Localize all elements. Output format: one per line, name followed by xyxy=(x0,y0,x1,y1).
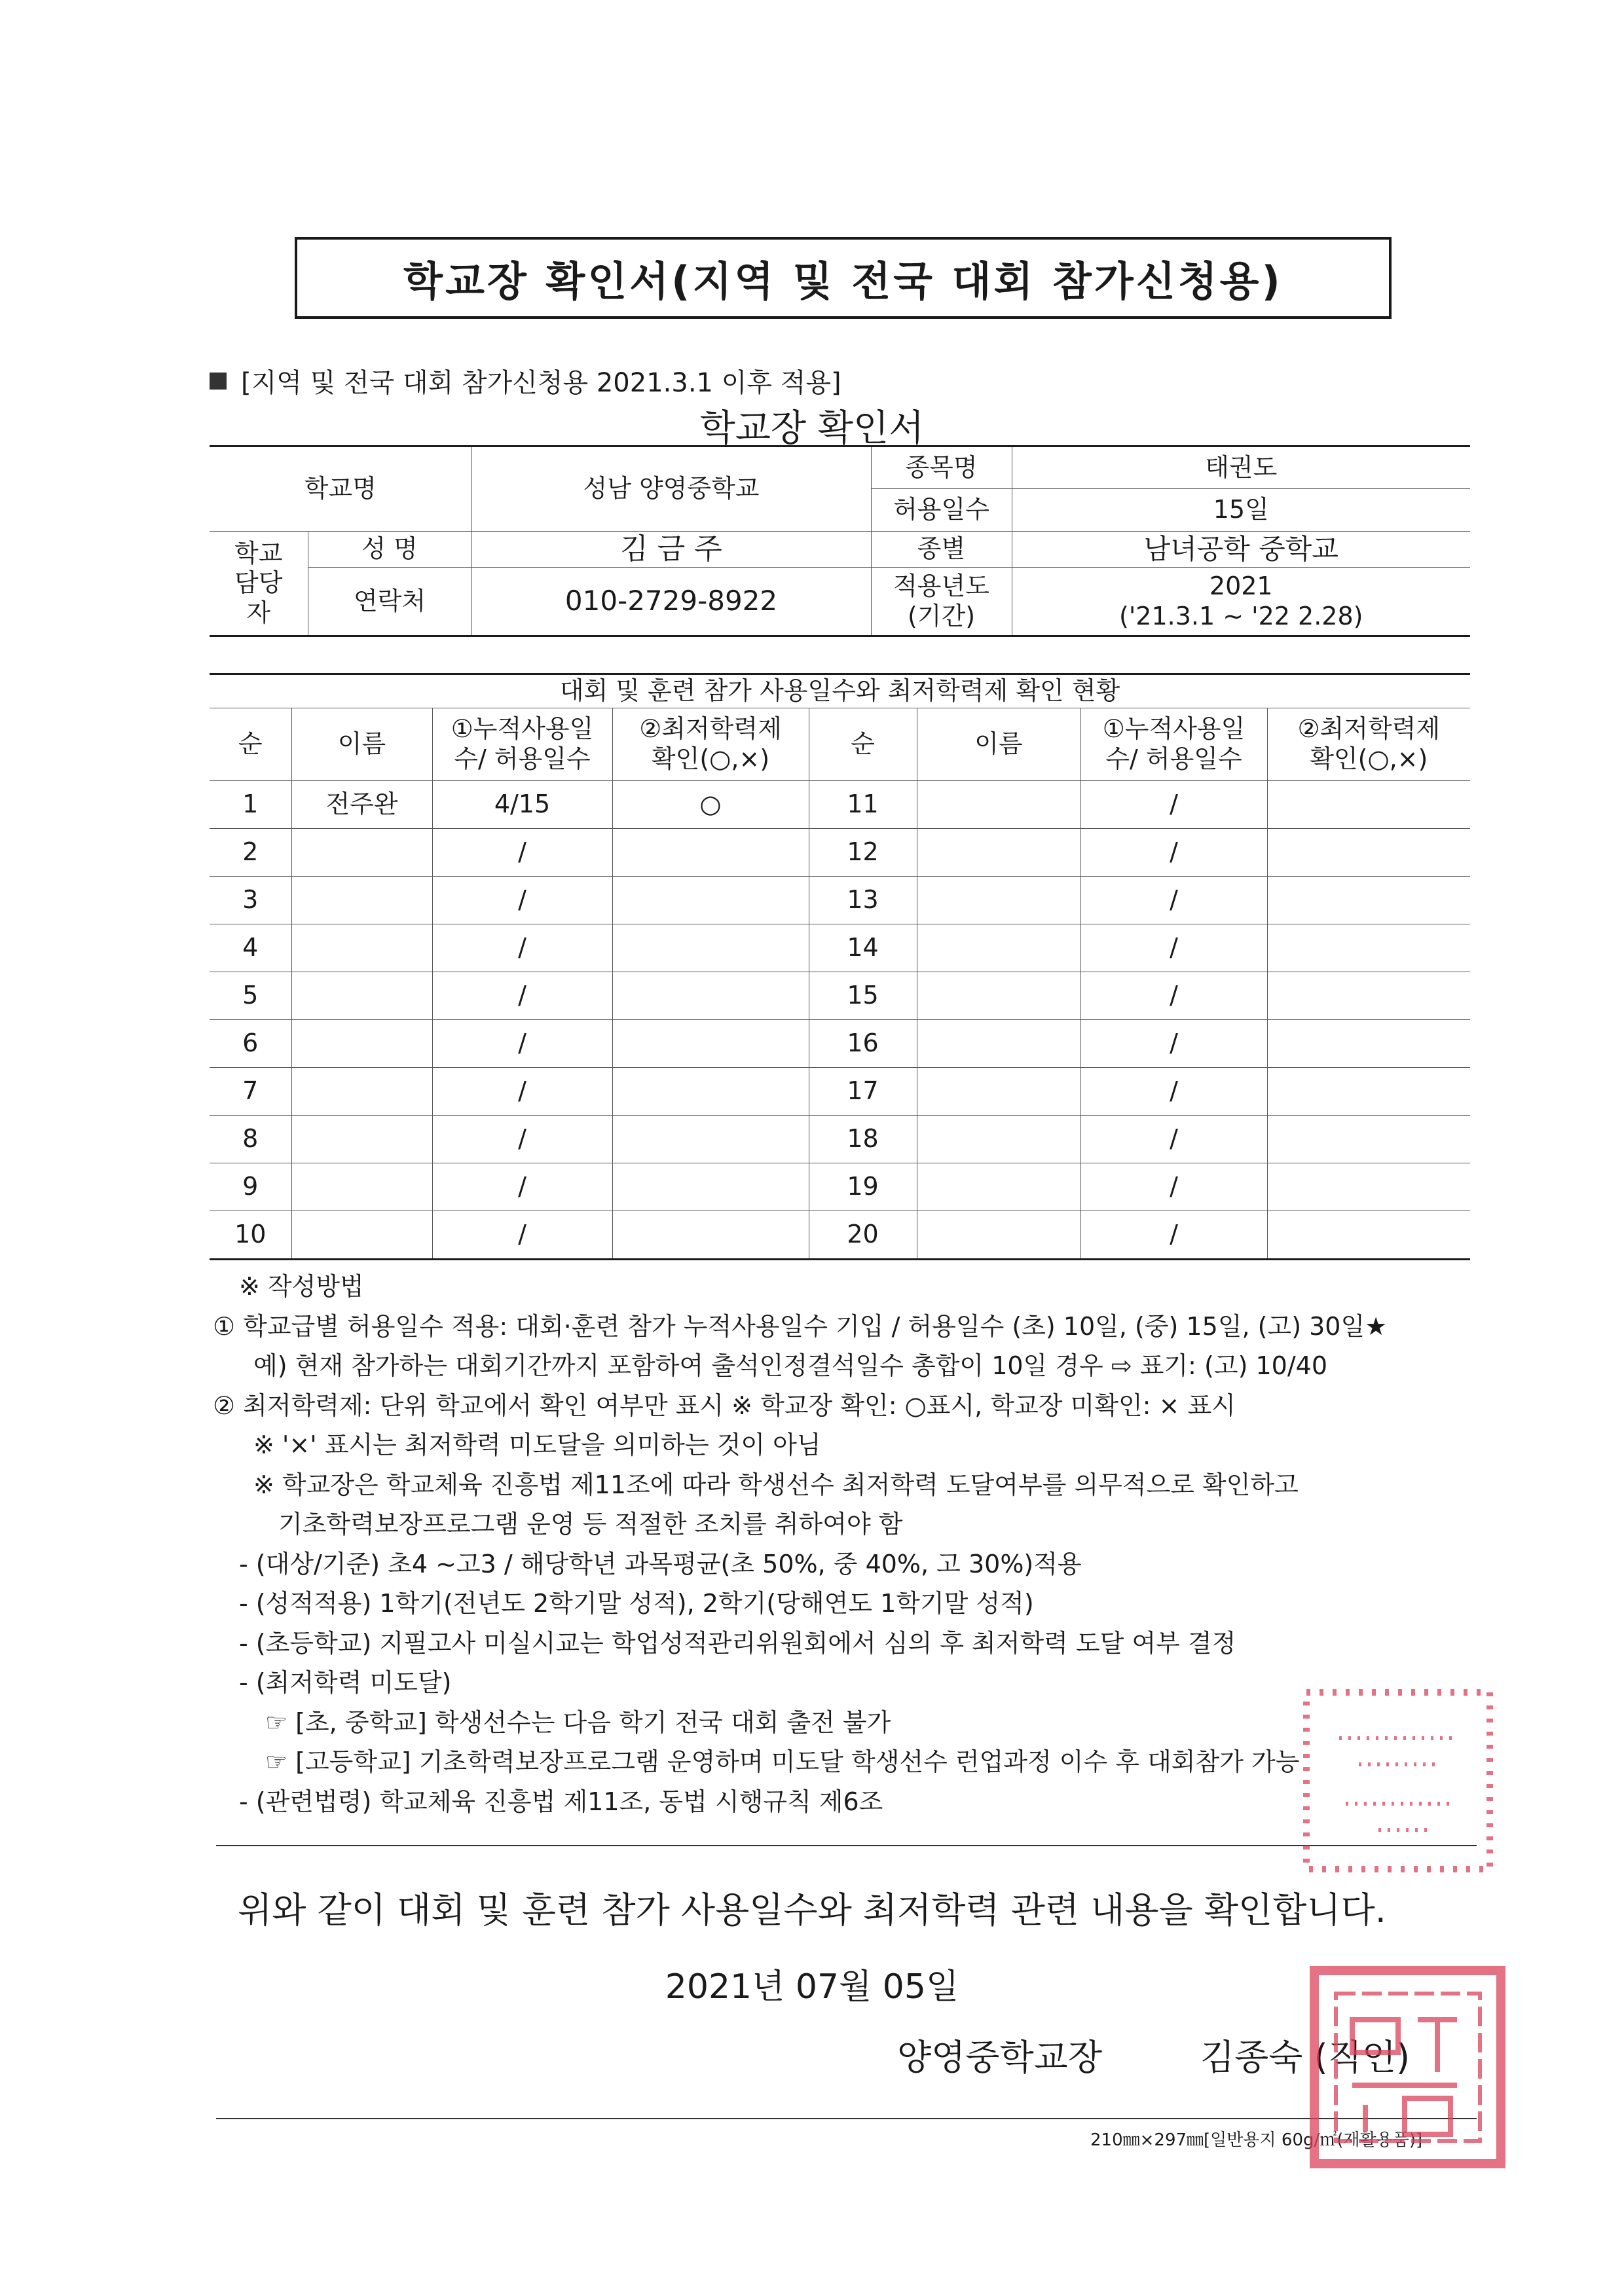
cell-days2: / xyxy=(1080,877,1267,924)
instruction-line: ※ 작성방법 xyxy=(239,1272,364,1301)
cell-check xyxy=(612,972,809,1020)
divider-line xyxy=(216,1845,1477,1846)
cell-name2 xyxy=(917,829,1080,877)
cell-days2: / xyxy=(1080,781,1267,829)
col-header-no-2: 순 xyxy=(809,708,917,781)
instruction-line: ☞ [초, 중학교] 학생선수는 다음 학기 전국 대회 출전 불가 xyxy=(265,1707,891,1737)
year-cell xyxy=(1012,568,1470,636)
cell-no: 3 xyxy=(210,877,291,924)
category-label: 종별 xyxy=(871,532,1012,568)
cell-check: ○ xyxy=(612,781,809,829)
instruction-line: - (대상/기준) 초4 ~고3 / 해당학년 과목평균(초 50%, 중 40%, 고 30%)적용 xyxy=(239,1549,1082,1578)
cell-no2: 18 xyxy=(809,1116,917,1163)
table-row xyxy=(210,1211,1470,1260)
cell-name2 xyxy=(917,1068,1080,1116)
cell-name xyxy=(291,1068,432,1116)
instruction-line: - (초등학교) 지필고사 미실시교는 학업성적관리위원회에서 심의 후 최저학력 도달 여부 결정 xyxy=(239,1628,1236,1658)
document-title: 학교장 확인서(지역 및 전국 대회 참가신청용) xyxy=(295,237,1392,319)
cell-name2 xyxy=(917,1116,1080,1163)
table-row xyxy=(210,829,1470,877)
year-label: 적용년도 (기간) xyxy=(871,568,1012,636)
cell-check2 xyxy=(1267,1020,1470,1068)
school-label: 학교명 xyxy=(210,446,471,532)
school-value: 성남 양영중학교 xyxy=(471,446,871,532)
cell-no: 5 xyxy=(210,972,291,1020)
section-note xyxy=(210,362,841,399)
cell-days: / xyxy=(432,877,612,924)
paper-spec: 210㎜×297㎜[일반용지 60g/㎡(재활용품)] xyxy=(1090,2130,1423,2150)
cell-check xyxy=(612,1068,809,1116)
allowed-days-label: 허용일수 xyxy=(871,489,1012,532)
participation-table xyxy=(210,673,1470,1260)
cell-check xyxy=(612,1116,809,1163)
cell-name xyxy=(291,1116,432,1163)
table-row xyxy=(210,877,1470,924)
cell-no2: 13 xyxy=(809,877,917,924)
school-info-table xyxy=(210,445,1470,637)
table-heading: 대회 및 훈련 참가 사용일수와 최저학력제 확인 현황 xyxy=(210,674,1470,708)
cell-name xyxy=(291,1020,432,1068)
cell-no: 10 xyxy=(210,1211,291,1260)
cell-check2 xyxy=(1267,924,1470,972)
cell-days: / xyxy=(432,972,612,1020)
cell-days: / xyxy=(432,1116,612,1163)
cell-check2 xyxy=(1267,781,1470,829)
cell-no: 8 xyxy=(210,1116,291,1163)
cell-name xyxy=(291,972,432,1020)
instruction-line: - (최저학력 미도달) xyxy=(239,1668,452,1697)
cell-no: 7 xyxy=(210,1068,291,1116)
cell-check2 xyxy=(1267,1211,1470,1260)
cell-no2: 20 xyxy=(809,1211,917,1260)
sub-title: 학교장 확인서 xyxy=(699,407,925,450)
cell-no2: 15 xyxy=(809,972,917,1020)
instruction-line: - (성적적용) 1학기(전년도 2학기말 성적), 2학기(당해연도 1학기말 성적) xyxy=(239,1589,1034,1618)
cell-days: / xyxy=(432,1020,612,1068)
cell-no: 6 xyxy=(210,1020,291,1068)
contact-label: 연락처 xyxy=(308,568,471,636)
sport-label: 종목명 xyxy=(871,446,1012,489)
name-label: 성 명 xyxy=(308,532,471,568)
cell-name2 xyxy=(917,1211,1080,1260)
cell-no2: 16 xyxy=(809,1020,917,1068)
allowed-days-value: 15일 xyxy=(1012,489,1470,532)
col-header-check-2: ②최저학력제 확인(○,×) xyxy=(1267,708,1470,781)
cell-check2 xyxy=(1267,1116,1470,1163)
col-header-no: 순 xyxy=(210,708,291,781)
cell-check xyxy=(612,924,809,972)
cell-days: / xyxy=(432,829,612,877)
cell-no2: 17 xyxy=(809,1068,917,1116)
col-header-days-2: ①누적사용일수/ 허용일수 xyxy=(1080,708,1267,781)
cell-check2 xyxy=(1267,829,1470,877)
seal-stamp-icon xyxy=(1300,1679,1509,2177)
cell-days2: / xyxy=(1080,829,1267,877)
instruction-line: ☞ [고등학교] 기초학력보장프로그램 운영하며 미도달 학생선수 런업과정 이수 후 대회참가 가능 xyxy=(265,1747,1300,1776)
cell-no2: 14 xyxy=(809,924,917,972)
instruction-line: ※ '×' 표시는 최저학력 미도달을 의미하는 것이 아님 xyxy=(253,1430,821,1459)
cell-no: 1 xyxy=(210,781,291,829)
cell-name xyxy=(291,1163,432,1211)
table-row xyxy=(210,1068,1470,1116)
contact-value: 010-2729-8922 xyxy=(471,568,871,636)
col-header-name: 이름 xyxy=(291,708,432,781)
square-bullet-icon xyxy=(210,373,227,390)
sport-value: 태권도 xyxy=(1012,446,1470,489)
writing-instructions xyxy=(213,1267,1483,1821)
cell-check xyxy=(612,1163,809,1211)
cell-days: / xyxy=(432,924,612,972)
table-row xyxy=(210,924,1470,972)
cell-name2 xyxy=(917,877,1080,924)
cell-days2: / xyxy=(1080,1211,1267,1260)
cell-name2 xyxy=(917,972,1080,1020)
cell-days2: / xyxy=(1080,924,1267,972)
cell-days: / xyxy=(432,1211,612,1260)
instruction-line: ※ 학교장은 학교체육 진흥법 제11조에 따라 학생선수 최저학력 도달여부를 의무적으로 확인하고 xyxy=(253,1470,1299,1499)
cell-check2 xyxy=(1267,877,1470,924)
cell-days: / xyxy=(432,1163,612,1211)
cell-days2: / xyxy=(1080,1068,1267,1116)
signer-title: 양영중학교장 xyxy=(897,2037,1102,2078)
cell-no: 2 xyxy=(210,829,291,877)
table-row xyxy=(210,1020,1470,1068)
signer-name: 김종숙 (직인) xyxy=(1200,2037,1411,2078)
cell-name xyxy=(291,924,432,972)
table-row xyxy=(210,781,1470,829)
table-row xyxy=(210,972,1470,1020)
instruction-line: 기초학력보장프로그램 운영 등 적절한 조치를 취하여야 함 xyxy=(278,1510,903,1539)
col-header-days: ①누적사용일수/ 허용일수 xyxy=(432,708,612,781)
cell-check xyxy=(612,829,809,877)
cell-name xyxy=(291,1211,432,1260)
cell-name2 xyxy=(917,924,1080,972)
instruction-line: ① 학교급별 허용일수 적용: 대회·훈련 참가 누적사용일수 기입 / 허용일수 (초) 10일, (중) 15일, (고) 30일★ xyxy=(213,1311,1388,1341)
table-row xyxy=(210,1163,1470,1211)
cell-check xyxy=(612,1020,809,1068)
cell-days: / xyxy=(432,1068,612,1116)
school-seal-stamp xyxy=(1300,1679,1509,2177)
cell-no2: 12 xyxy=(809,829,917,877)
year-value: 2021 xyxy=(1209,571,1273,600)
cell-name2 xyxy=(917,781,1080,829)
table-row xyxy=(210,1116,1470,1163)
cell-name xyxy=(291,829,432,877)
cell-check xyxy=(612,877,809,924)
cell-days2: / xyxy=(1080,1116,1267,1163)
cell-no2: 11 xyxy=(809,781,917,829)
cell-check2 xyxy=(1267,1068,1470,1116)
cell-name: 전주완 xyxy=(291,781,432,829)
cell-check xyxy=(612,1211,809,1260)
cell-name2 xyxy=(917,1020,1080,1068)
cell-days: 4/15 xyxy=(432,781,612,829)
cell-days2: / xyxy=(1080,1020,1267,1068)
section-note-text: [지역 및 전국 대회 참가신청용 2021.3.1 이후 적용] xyxy=(241,368,841,398)
cell-days2: / xyxy=(1080,972,1267,1020)
period-value: ('21.3.1 ~ '22 2.28) xyxy=(1119,601,1363,630)
col-header-check: ②최저학력제 확인(○,×) xyxy=(612,708,809,781)
cell-no2: 19 xyxy=(809,1163,917,1211)
instruction-line: 예) 현재 참가하는 대회기간까지 포함하여 출석인정결석일수 총합이 10일 경우 ⇨ 표기: (고) 10/40 xyxy=(253,1351,1328,1380)
cell-name xyxy=(291,877,432,924)
divider-line-bottom xyxy=(216,2118,1477,2119)
cell-no: 9 xyxy=(210,1163,291,1211)
manager-label: 학교 담당자 xyxy=(210,532,308,636)
cell-check2 xyxy=(1267,972,1470,1020)
issue-date: 2021년 07월 05일 xyxy=(665,1967,959,2007)
confirm-statement: 위와 같이 대회 및 훈련 참가 사용일수와 최저학력 관련 내용을 확인합니다. xyxy=(238,1889,1386,1931)
col-header-name-2: 이름 xyxy=(917,708,1080,781)
cell-name2 xyxy=(917,1163,1080,1211)
name-value: 김 금 주 xyxy=(471,532,871,568)
cell-check2 xyxy=(1267,1163,1470,1211)
cell-days2: / xyxy=(1080,1163,1267,1211)
instruction-line: - (관련법령) 학교체육 진흥법 제11조, 동법 시행규칙 제6조 xyxy=(239,1787,883,1816)
instruction-line: ② 최저학력제: 단위 학교에서 확인 여부만 표시 ※ 학교장 확인: ○표시, 학교장 미확인: × 표시 xyxy=(213,1391,1236,1420)
cell-no: 4 xyxy=(210,924,291,972)
category-value: 남녀공학 중학교 xyxy=(1012,532,1470,568)
